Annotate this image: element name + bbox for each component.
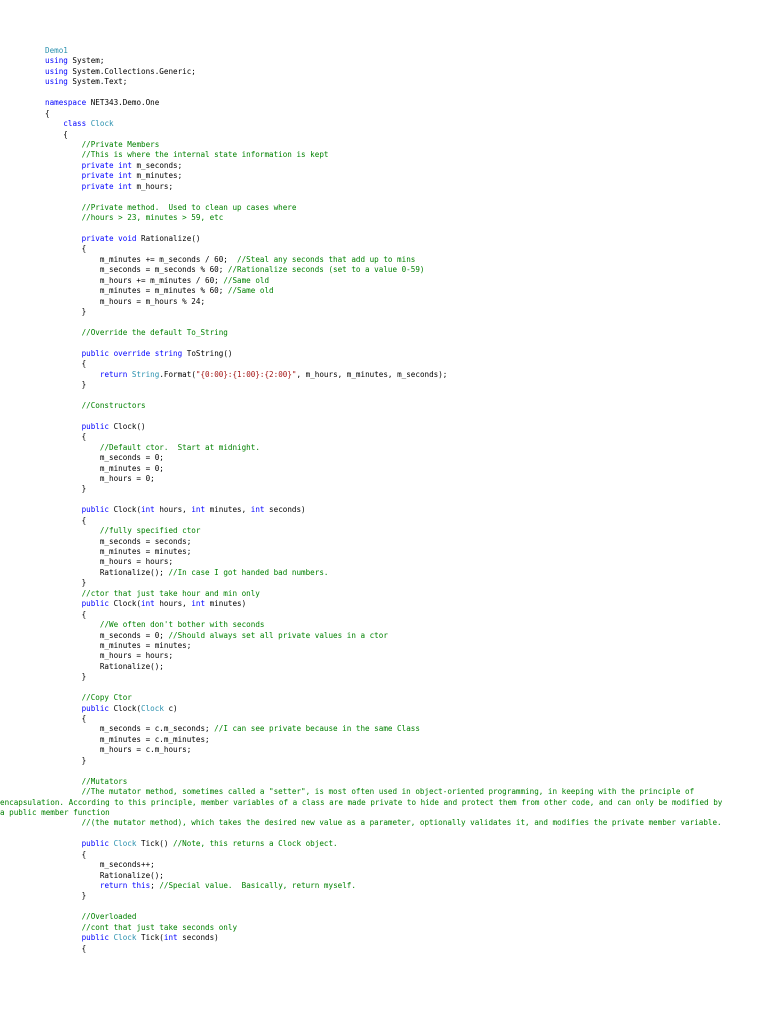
code-text	[45, 422, 82, 431]
code-line	[0, 912, 768, 922]
code-string: "{0:00}:{1:00}:{2:00}"	[195, 369, 297, 379]
code-text: {	[45, 359, 87, 369]
code-line	[0, 223, 768, 233]
code-text	[45, 923, 82, 932]
code-comment: //In case I got handed bad numbers.	[168, 567, 329, 577]
code-keyword: int	[118, 171, 132, 181]
code-line	[0, 547, 768, 557]
code-keyword: public	[81, 348, 110, 358]
code-text: m_hours = m_hours % 24;	[45, 296, 206, 306]
code-line	[0, 944, 768, 954]
code-text	[45, 620, 100, 629]
code-keyword: namespace	[45, 98, 87, 108]
code-text	[45, 401, 82, 410]
code-line	[0, 401, 768, 411]
code-keyword: private	[81, 233, 114, 243]
code-text: {	[45, 714, 87, 723]
code-comment: //Same old	[223, 275, 270, 285]
code-keyword: public	[81, 421, 110, 431]
code-text: minutes,	[205, 505, 251, 515]
code-text: Clock()	[109, 421, 146, 431]
code-comment: //Should always set all private values in a ctor	[168, 630, 388, 640]
code-line	[0, 610, 768, 620]
code-line	[0, 203, 768, 213]
code-keyword: class	[63, 119, 87, 129]
code-text	[45, 787, 82, 796]
code-line	[0, 255, 768, 265]
code-keyword: int	[118, 181, 132, 191]
code-text	[45, 161, 82, 170]
code-line	[0, 683, 768, 693]
code-comment: //Private Members	[81, 139, 160, 149]
code-text: m_minutes = 0;	[45, 463, 164, 473]
code-line	[0, 464, 768, 474]
code-line	[0, 631, 768, 641]
code-line	[0, 265, 768, 275]
code-comment: //Same old	[227, 286, 274, 296]
code-line	[0, 317, 768, 327]
code-line	[0, 130, 768, 140]
code-keyword: public	[81, 933, 110, 943]
code-comment: //(the mutator method), which takes the desired new value as a parameter, optionally validates it, and modifies the private member variable.	[81, 818, 722, 828]
code-comment: //Mutators	[81, 776, 128, 786]
code-text: {	[45, 108, 50, 118]
code-text: m_hours += m_minutes / 60;	[45, 275, 224, 285]
code-line	[0, 599, 768, 609]
code-comment: //hours > 23, minutes > 59, etc	[81, 213, 224, 222]
code-comment: //Default ctor. Start at midnight.	[99, 442, 260, 452]
code-text	[45, 213, 82, 222]
code-text: m_hours = c.m_hours;	[45, 745, 192, 755]
code-line	[0, 526, 768, 536]
code-line	[0, 422, 768, 432]
code-line	[0, 766, 768, 776]
code-line	[0, 704, 768, 714]
code-text	[45, 912, 82, 921]
code-line	[0, 161, 768, 171]
code-text: System.Text;	[67, 77, 128, 87]
code-text: m_minutes += m_seconds / 60;	[45, 254, 238, 264]
code-line	[0, 923, 768, 933]
code-text	[45, 370, 100, 379]
code-keyword: using	[45, 77, 68, 87]
code-keyword: int	[118, 160, 132, 170]
code-text: Rationalize();	[45, 567, 169, 577]
code-line	[0, 182, 768, 192]
code-text: m_minutes = m_minutes % 60;	[45, 286, 228, 296]
code-line	[0, 495, 768, 505]
code-line	[0, 818, 724, 839]
code-text	[45, 526, 100, 535]
code-comment: //Overloaded	[81, 912, 137, 922]
code-line	[0, 651, 768, 661]
code-text: System;	[67, 56, 105, 66]
code-line	[0, 693, 768, 703]
code-line	[0, 349, 768, 359]
code-text: }	[45, 380, 87, 389]
code-keyword: public	[81, 599, 110, 609]
code-text: , m_hours, m_minutes, m_seconds);	[296, 369, 448, 379]
code-text: m_seconds = 0;	[45, 453, 164, 463]
code-line	[0, 119, 768, 129]
code-line	[0, 77, 768, 87]
code-type: String	[131, 369, 160, 379]
code-text: System.Collections.Generic;	[67, 66, 196, 76]
code-text: }	[45, 306, 87, 316]
code-comment: //Steal any seconds that add up to mins	[237, 254, 416, 264]
code-text	[45, 349, 82, 358]
code-listing	[0, 46, 768, 954]
code-line	[0, 453, 768, 463]
code-line	[0, 745, 768, 755]
code-line	[0, 171, 768, 181]
code-text: m_seconds = seconds;	[45, 536, 192, 546]
code-line	[0, 641, 768, 651]
code-comment: //ctor that just take hour and min only	[81, 588, 260, 598]
code-text: m_minutes = c.m_minutes;	[45, 734, 210, 744]
code-text	[45, 443, 100, 452]
code-comment: //The mutator method, sometimes called a "setter", is most often used in object-oriented programming, in keeping with the principle of encapsulation. According to this principle, member variables of a class are made private to hide and protect them from other code, and can only be modified by a public member function	[0, 787, 727, 817]
code-line	[0, 871, 768, 881]
code-text: Clock(	[109, 505, 142, 515]
code-text: m_seconds;	[131, 160, 183, 170]
code-line	[0, 881, 768, 891]
code-text: Rationalize()	[136, 233, 201, 243]
code-line	[0, 756, 768, 766]
code-text: m_seconds++;	[45, 860, 155, 870]
code-keyword: public	[81, 839, 110, 849]
code-type: Demo1	[45, 46, 68, 55]
code-text	[45, 171, 82, 180]
code-line	[0, 589, 768, 599]
code-line	[0, 735, 768, 745]
code-line	[0, 286, 768, 296]
code-line	[0, 98, 768, 108]
code-text: m_minutes = minutes;	[45, 640, 192, 650]
code-text: ;	[150, 881, 160, 891]
code-keyword: int	[141, 505, 155, 515]
code-text: Rationalize();	[45, 661, 164, 671]
code-text: NET343.Demo.One	[86, 98, 160, 108]
code-text	[45, 881, 100, 890]
code-text: m_hours = hours;	[45, 557, 174, 567]
code-line	[0, 777, 768, 787]
code-line	[0, 88, 768, 98]
code-text: m_seconds = c.m_seconds;	[45, 724, 215, 734]
code-keyword: override	[113, 348, 151, 358]
code-line	[0, 276, 768, 286]
code-line	[0, 516, 768, 526]
code-text: {	[45, 515, 87, 525]
code-comment: //Private method. Used to clean up cases where	[81, 202, 297, 212]
code-line	[0, 505, 768, 515]
code-text: }	[45, 755, 87, 765]
code-line	[0, 474, 768, 484]
code-line	[0, 568, 768, 578]
code-keyword: int	[250, 505, 265, 515]
code-line	[0, 484, 768, 494]
code-text: {	[45, 849, 87, 859]
code-text: Tick(	[136, 933, 164, 943]
code-keyword: private	[81, 181, 114, 191]
code-line	[0, 787, 727, 818]
code-text	[45, 777, 82, 786]
code-text	[45, 182, 82, 191]
code-type: Clock	[113, 839, 137, 849]
code-text: {	[45, 129, 68, 139]
code-line	[0, 933, 768, 943]
code-line	[0, 860, 768, 870]
code-text	[45, 140, 82, 149]
code-comment: //We often don't bother with seconds	[99, 620, 265, 630]
code-line	[0, 234, 768, 244]
code-keyword: return	[99, 369, 128, 379]
code-comment: //Note, this returns a Clock object.	[173, 839, 338, 849]
code-text: Clock(	[109, 703, 142, 713]
code-line	[0, 411, 768, 421]
code-text	[45, 704, 82, 713]
code-text: hours,	[154, 599, 192, 609]
code-line	[0, 714, 768, 724]
code-text: {	[45, 609, 87, 619]
code-line	[0, 902, 768, 912]
code-text	[45, 150, 82, 159]
code-text: }	[45, 891, 87, 901]
code-text	[45, 203, 82, 212]
code-line	[0, 213, 768, 223]
code-text: Clock(	[109, 599, 142, 609]
code-text	[45, 119, 63, 128]
code-keyword: private	[81, 171, 114, 181]
code-line	[0, 839, 768, 849]
code-line	[0, 56, 768, 66]
code-comment: //Copy Ctor	[81, 693, 132, 703]
code-line	[0, 662, 768, 672]
code-keyword: using	[45, 66, 68, 76]
code-text: m_hours = 0;	[45, 473, 155, 483]
code-comment: //Constructors	[81, 400, 146, 410]
code-text: seconds)	[177, 933, 219, 943]
code-text	[45, 839, 82, 848]
code-text	[45, 234, 82, 243]
code-text: m_minutes;	[131, 171, 183, 181]
code-text: {	[45, 244, 87, 254]
code-comment: //Override the default To_String	[81, 327, 228, 337]
code-keyword: return	[99, 881, 128, 891]
code-text: m_seconds = 0;	[45, 630, 169, 640]
code-keyword: private	[81, 160, 114, 170]
code-line	[0, 557, 768, 567]
code-line	[0, 150, 768, 160]
code-keyword: using	[45, 56, 68, 66]
code-line	[0, 297, 768, 307]
code-type: Clock	[113, 933, 137, 943]
code-keyword: int	[191, 599, 206, 609]
code-line	[0, 109, 768, 119]
code-comment: //Special value. Basically, return myself.	[159, 881, 356, 891]
code-text	[45, 693, 82, 702]
code-text	[45, 328, 82, 337]
code-comment: //fully specified ctor	[99, 526, 201, 536]
code-type: Clock	[141, 703, 164, 713]
code-line	[0, 537, 768, 547]
code-text: ToString()	[182, 348, 233, 358]
code-line	[0, 192, 768, 202]
code-text	[45, 933, 82, 942]
code-text: Tick()	[136, 839, 174, 849]
code-keyword: string	[154, 348, 183, 358]
code-text: m_hours = hours;	[45, 651, 174, 661]
code-text: c)	[163, 703, 178, 713]
code-line	[0, 67, 768, 77]
code-text: m_hours;	[131, 181, 174, 191]
code-keyword: void	[118, 233, 137, 243]
code-keyword: public	[81, 505, 110, 515]
code-text: Rationalize();	[45, 870, 164, 880]
code-line	[0, 338, 768, 348]
code-line	[0, 578, 768, 588]
code-text	[45, 818, 82, 827]
code-line	[0, 140, 768, 150]
code-comment: //This is where the internal state information is kept	[81, 150, 329, 160]
code-line	[0, 380, 768, 390]
code-line	[0, 370, 768, 380]
code-line	[0, 244, 768, 254]
code-keyword: int	[163, 933, 178, 943]
code-keyword: int	[191, 505, 206, 515]
code-text: minutes)	[205, 599, 247, 609]
code-comment: //I can see private because in the same Class	[214, 724, 420, 734]
code-text: {	[45, 943, 87, 953]
code-line	[0, 724, 768, 734]
code-text: {	[45, 432, 87, 442]
code-text	[45, 589, 82, 598]
code-line	[0, 620, 768, 630]
code-text: }	[45, 578, 87, 588]
code-line	[0, 307, 768, 317]
code-line	[0, 328, 768, 338]
code-line	[0, 891, 768, 901]
code-type: Clock	[90, 119, 114, 129]
code-text	[45, 599, 82, 608]
code-keyword: public	[81, 703, 110, 713]
code-comment: //Rationalize seconds (set to a value 0-59)	[227, 265, 425, 275]
code-text: .Format(	[159, 369, 196, 379]
code-line	[0, 46, 768, 56]
code-text: }	[45, 484, 87, 494]
code-line	[0, 359, 768, 369]
code-text: hours,	[154, 505, 192, 515]
code-line	[0, 390, 768, 400]
code-text: m_minutes = minutes;	[45, 547, 192, 556]
code-line	[0, 672, 768, 682]
code-text: m_seconds = m_seconds % 60;	[45, 265, 228, 275]
code-comment: //cont that just take seconds only	[81, 922, 238, 932]
code-line	[0, 443, 768, 453]
code-text: }	[45, 672, 87, 682]
code-keyword: this	[131, 881, 151, 891]
code-text	[45, 505, 82, 514]
code-line	[0, 432, 768, 442]
code-line	[0, 850, 768, 860]
code-keyword: int	[141, 599, 155, 609]
code-text: seconds)	[264, 505, 306, 515]
